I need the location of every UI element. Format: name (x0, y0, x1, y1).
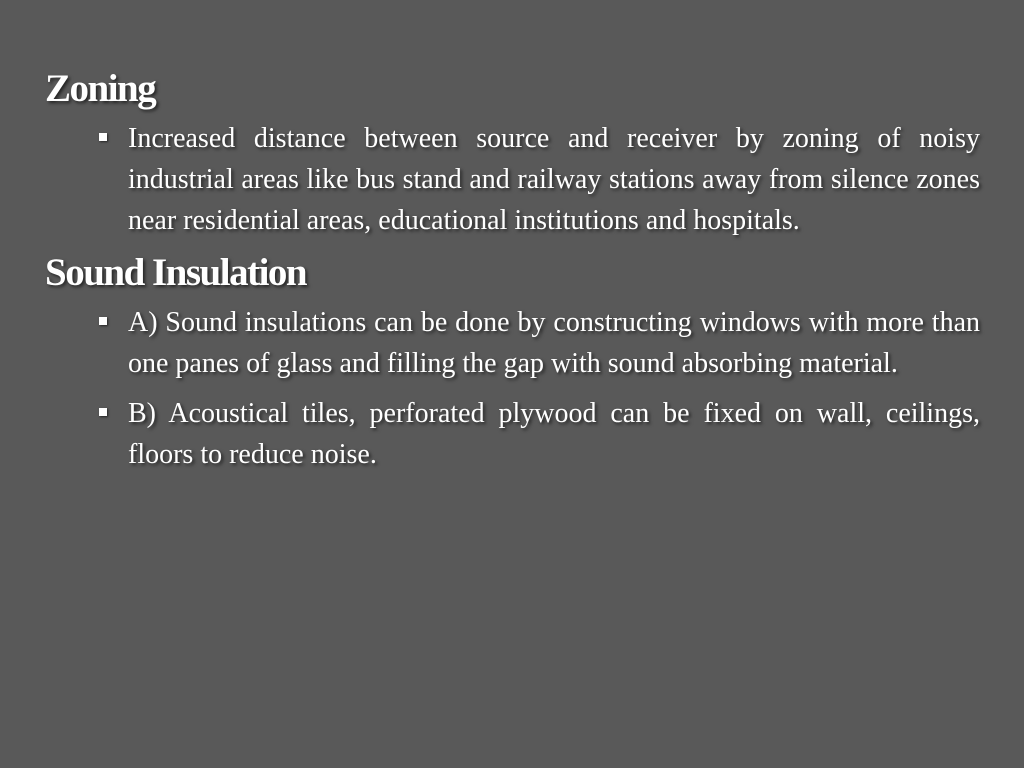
list-item (128, 393, 980, 475)
square-bullet-icon (99, 317, 107, 325)
sound-insulation-bullet-list (45, 302, 985, 475)
bullet-text: A) Sound insulations can be done by constructing windows with more than one panes of glass and filling the gap with sound absorbing material. (128, 307, 980, 379)
zoning-bullet-list (45, 118, 985, 241)
section-heading-zoning: Zoning (45, 67, 156, 110)
bullet-text: B) Acoustical tiles, perforated plywood can be fixed on wall, ceilings, floors to reduce noise. (128, 398, 980, 470)
section-heading-sound-insulation: Sound Insulation (45, 251, 307, 294)
bullet-text: Increased distance between source and receiver by zoning of noisy industrial areas like bus stand and railway stations away from silence zones near residential areas, educational institutions and hospitals. (128, 123, 980, 236)
square-bullet-icon (99, 133, 107, 141)
square-bullet-icon (99, 408, 107, 416)
slide-content (45, 62, 985, 484)
list-item (128, 302, 980, 384)
list-item (128, 118, 980, 241)
